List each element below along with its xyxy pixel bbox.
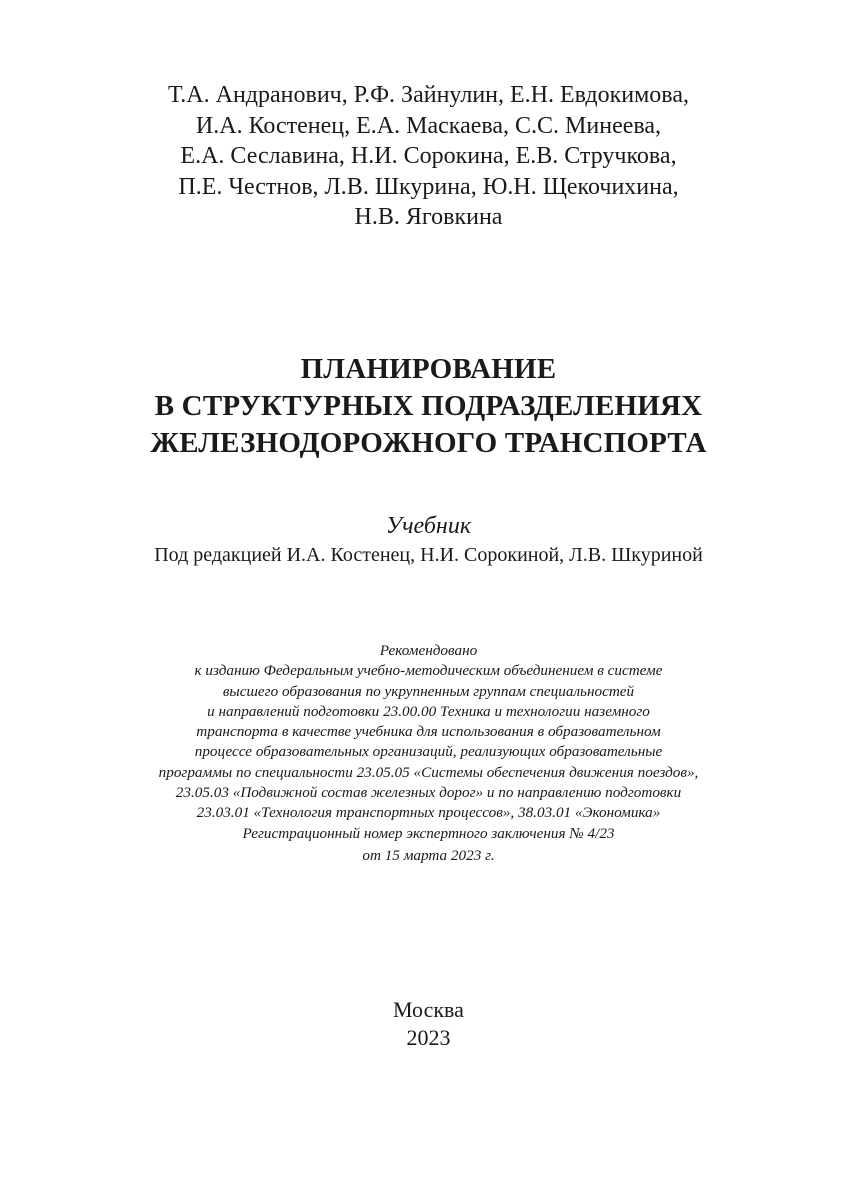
book-title-line: ПЛАНИРОВАНИЕ [300, 353, 557, 385]
recommendation-line: 23.05.03 «Подвижной состав железных дорог» и по направлению подготовки [175, 784, 682, 802]
imprint-city: Москва [393, 997, 464, 1022]
recommendation-line: 23.03.01 «Технология транспортных процессов», 38.03.01 «Экономика» [196, 804, 661, 822]
recommendation-line: высшего образования по укрупненным группам специальностей [222, 682, 635, 700]
authors-line: И.А. Костенец, Е.А. Маскаева, С.С. Минеева, [195, 112, 662, 139]
recommendation-line: процессе образовательных организаций, реализующих образовательные [194, 743, 663, 761]
recommendation-date: от 15 марта 2023 г. [362, 846, 495, 864]
recommendation-line: и направлений подготовки 23.00.00 Техника и технологии наземного [207, 702, 650, 720]
book-title [0, 351, 857, 462]
authors-line: П.Е. Честнов, Л.В. Шкурина, Ю.Н. Щекочихина, [178, 173, 679, 200]
recommendation-line: транспорта в качестве учебника для использования в образовательном [196, 723, 661, 741]
book-title-line: В СТРУКТУРНЫХ ПОДРАЗДЕЛЕНИЯХ [154, 390, 703, 422]
authors-block [0, 80, 857, 233]
editors-line: Под редакцией И.А. Костенец, Н.И. Сорокиной, Л.В. Шкуриной [154, 544, 703, 566]
book-title-line: ЖЕЛЕЗНОДОРОЖНОГО ТРАНСПОРТА [150, 427, 707, 459]
authors-line: Т.А. Андранович, Р.Ф. Зайнулин, Е.Н. Евдокимова, [168, 82, 689, 108]
recommendation-block [0, 641, 857, 866]
recommendation-line: программы по специальности 23.05.05 «Системы обеспечения движения поездов», [158, 763, 699, 781]
authors-line: Н.В. Яговкина [354, 204, 503, 230]
book-genre: Учебник [385, 513, 472, 539]
recommendation-line: Рекомендовано [379, 642, 478, 659]
authors-line: Е.А. Сеславина, Н.И. Сорокина, Е.В. Стручкова, [180, 143, 677, 169]
recommendation-line: к изданию Федеральным учебно-методическим объединением в системе [194, 662, 663, 680]
imprint-year: 2023 [406, 1025, 451, 1050]
recommendation-line: Регистрационный номер экспертного заключения № 4/23 [242, 824, 615, 842]
